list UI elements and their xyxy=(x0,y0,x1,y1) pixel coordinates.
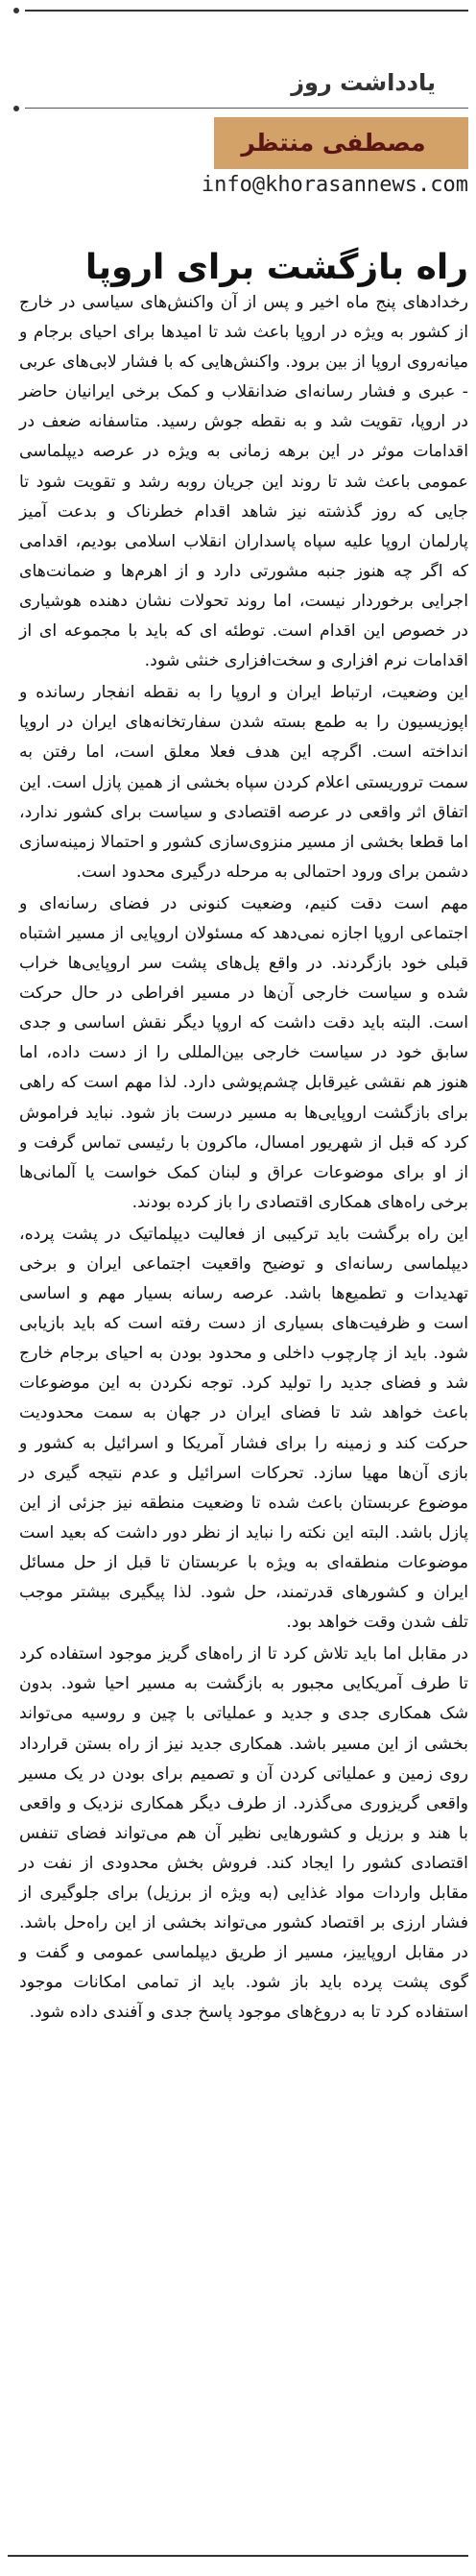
paragraph: رخدادهای پنج ماه اخیر و پس از آن واکنش‌های سیاسی در خارج از کشور به ویژه در اروپا باعث شد تا امیدها برای احیای برجام و میانه‌روی اروپا از بین برود. واکنش‌هایی که با فشار لابی‌های عربی - عبری و فشار رسانه‌ای ضدانقلاب و کمک برخی ایرانیان حاضر در اروپا، تقویت شد و به نقطه جوش رسید. متاسفانه ضعف در اقدامات موثر در این برهه زمانی به ویژه در عرصه دیپلماسی عمومی باعث شد تا روند این جریان روبه رشد و تقویت شود تا جایی که روز گذشته نیز شاهد اقدام خطرناک و بدعت آمیز پارلمان اروپا علیه سپاه پاسداران انقلاب اسلامی بودیم، اقدامی که اگر چه هنوز جنبه مشورتی دارد و از اهرم‌ها و ضمانت‌های اجرایی برخوردار نیست، اما روند تحولات نشان دهنده هوشیاری در خصوص این اقدام است. توطئه ای که باید با مجموعه ای از اقدامات نرم افزاری و سخت‌افزاری خنثی شود. xyxy=(19,293,468,671)
top-rule xyxy=(25,10,468,12)
article-body xyxy=(19,288,468,2029)
section-label: یادداشت روز xyxy=(291,69,436,96)
paragraph: این وضعیت، ارتباط ایران و اروپا را به نقطه انفجار رسانده و اپوزیسیون را به طمع بسته شدن سفارتخانه‌های ایران در اروپا انداخته است. اگرچه این هدف فعلا معلق است، اما رفتن به سمت تروریستی اعلام کردن سپاه بخشی از همین پازل است. این اتفاق اثر واقعی در عرصه اقتصادی و سیاست برای کشور ندارد، اما قطعا بخشی از مسیر منزوی‌سازی کشور و احتمالا زمینه‌سازی دشمن برای ورود احتمالی به مرحله درگیری محدود است. xyxy=(19,683,468,882)
author-bar xyxy=(214,117,468,169)
rule-dot xyxy=(13,106,19,111)
rule-dot xyxy=(13,8,19,13)
section-rule xyxy=(25,108,468,109)
bottom-rule xyxy=(8,2555,468,2557)
headline: راه بازگشت برای اروپا xyxy=(84,248,468,288)
paragraph: در مقابل اما باید تلاش کرد تا از راه‌های گریز موجود استفاده کرد تا طرف آمریکایی مجبور به بازگشت به مسیر احیا شود. بدون شک همکاری جدی و جدید و عملیاتی با چین و روسیه می‌تواند بخشی از این مسیر باشد. همکاری جدید نیز از راه بستن قرارداد روی زمین و عملیاتی کردن آن و تصمیم برای بودن در یک مسیر واقعی گریزوری می‌گذرد. از طرف دیگر همکاری نزدیک و واقعی با هند و برزیل و کشورهایی نظیر آن هم می‌تواند فضای تنفس اقتصادی کشور را ایجاد کند. فروش بخش محدودی از نفت در مقابل واردات مواد غذایی (به ویژه از برزیل) برای جلوگیری از فشار ارزی بر اقتصاد کشور می‌تواند بخشی از این راه‌حل باشد. در مقابل اروپاییز، مسیر از طریق دیپلماسی عمومی و گفت و گوی پشت پرده باید باز شود. باید از تمامی امکانات موجود استفاده کرد تا به دروغ‌های موجود پاسخ جدی و آفندی داده شود. xyxy=(19,1644,468,2023)
paragraph: مهم است دقت کنیم، وضعیت کنونی در فضای رسانه‌ای و اجتماعی اروپا اجازه نمی‌دهد که مسئولان اروپایی از مسیر اشتباه قبلی خود بازگردند. در واقع پل‌های پشت سر اروپایی‌ها خراب شده و سیاست خارجی آن‌ها در مسیر افراطی در حال حرکت است. البته باید دقت داشت که اروپا دیگر نقش اساسی و جدی سابق خود در سیاست خارجی بین‌المللی را از دست داده، اما هنوز هم نقشی غیرقابل چشم‌پوشی دارد. لذا مهم است که راهی برای بازگشت اروپایی‌ها به مسیر درست باز شود. نباید فراموش کرد که قبل از شهریور امسال، ماکرون با رئیسی تماس گرفت و از او برای موضوعات عراق و لبنان کمک خواست یا آلمانی‌ها برخی راه‌های همکاری اقتصادی را باز کرده بودند. xyxy=(19,893,468,1212)
author-name: مصطفی منتظر xyxy=(241,129,426,157)
author-email: info@khorasannews.com xyxy=(201,173,468,197)
paragraph: این راه برگشت باید ترکیبی از فعالیت دیپلماتیک در پشت پرده، دیپلماسی رسانه‌ای و توضیح واقعیت اجتماعی ایران و برخی تهدیدات و تطمیع‌ها باشد. عرصه رسانه بسیار مهم و اساسی است و ظرفیت‌های بسیاری از دست رفته است که باید بازیابی شود. باید از چارچوب داخلی و محدود بودن به احیای برجام خارج شد و فضای جدید را تولید کرد. توجه نکردن به این موضوعات باعث خواهد شد تا فضای ایران در جهان به سمت محدودیت حرکت کند و زمینه را برای فشار آمریکا و اسرائیل به کشور و بازی آن‌ها مهیا سازد. تحرکات اسرائیل و عدم نتیجه گیری در موضوع عربستان باعث شده تا وضعیت منطقه نیز جزئی از این پازل باشد. البته این نکته را نباید از نظر دور داشت که بعید است موضوعات منطقه‌ای به ویژه با عربستان تا قبل از حل مسائل ایران و کشورهای قدرتمند، حل شود. لذا پیگیری بیشتر موجب تلف شدن وقت خواهد بود. xyxy=(19,1224,468,1633)
